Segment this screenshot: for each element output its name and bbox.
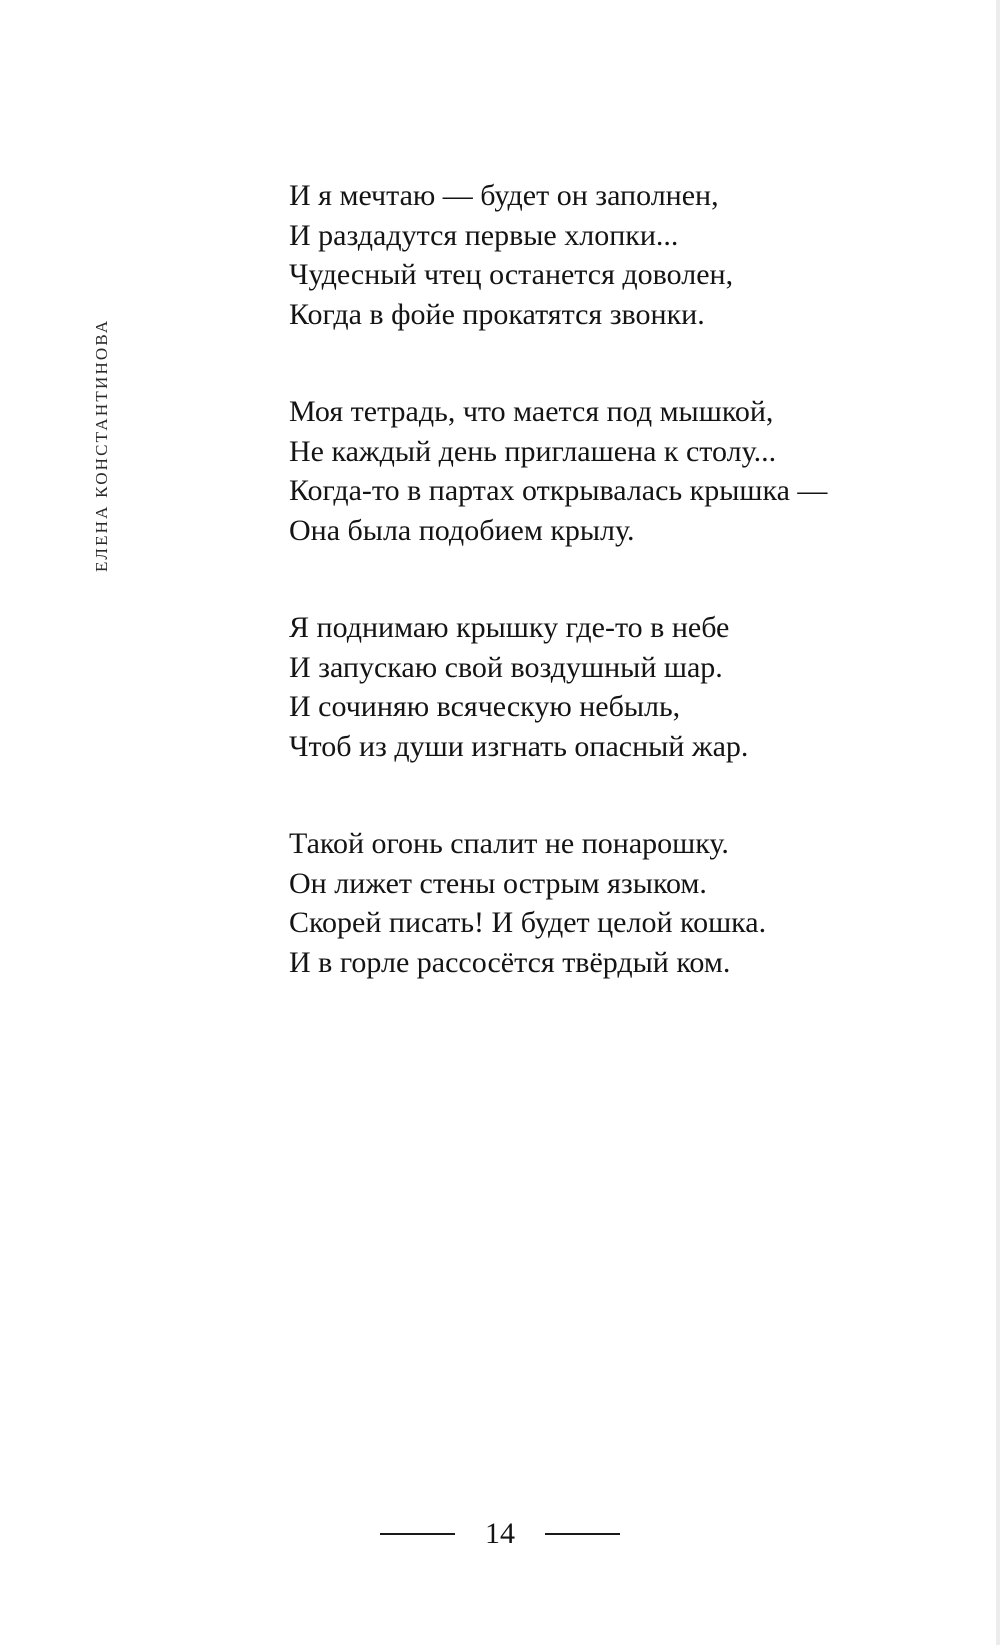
poem-line: Такой огонь спалит не понарошку. — [289, 827, 729, 860]
folio-rule-left — [380, 1533, 455, 1535]
stanza-1 — [289, 176, 849, 334]
poem-line: И я мечтаю — будет он заполнен, — [289, 179, 719, 212]
poem-line: Моя тетрадь, что мается под мышкой, — [289, 395, 774, 428]
poem-line: Я поднимаю крышку где-то в небе — [289, 611, 730, 644]
folio-rule-right — [545, 1533, 620, 1535]
poem-line: Чтоб из души изгнать опасный жар. — [289, 729, 749, 763]
stanza-2 — [289, 392, 849, 550]
poem-line: И раздадутся первые хлопки... — [289, 218, 679, 252]
poem-line: Она была подобием крылу. — [289, 513, 635, 547]
page-edge-shadow — [996, 0, 1000, 1645]
page-number: 14 — [485, 1517, 515, 1550]
poem-line: Когда-то в партах открывалась крышка — — [289, 474, 828, 507]
poem-line: Когда в фойе прокатятся звонки. — [289, 297, 705, 331]
poem-line: Он лижет стены острым языком. — [289, 866, 707, 900]
poem-body — [289, 176, 849, 1040]
poem-line: Скорей писать! И будет целой кошка. — [289, 906, 767, 939]
poem-line: И сочиняю всяческую небыль, — [289, 690, 681, 723]
poem-line: Не каждый день приглашена к столу... — [289, 434, 777, 468]
author-running-head: ЕЛЕНА КОНСТАНТИНОВА — [92, 318, 111, 572]
page-folio — [0, 1517, 1000, 1551]
poem-line: И запускаю свой воздушный шар. — [289, 650, 723, 684]
poem-line: Чудесный чтец останется доволен, — [289, 258, 734, 291]
stanza-3 — [289, 608, 849, 766]
poem-line: И в горле рассосётся твёрдый ком. — [289, 945, 731, 979]
stanza-4 — [289, 824, 849, 982]
